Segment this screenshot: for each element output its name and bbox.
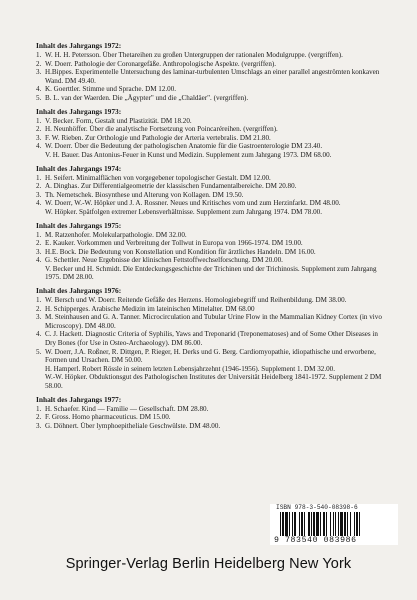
entry-number: 1. <box>36 296 42 305</box>
publication-entry <box>36 174 386 183</box>
entry-number: 4. <box>36 330 42 339</box>
section-heading: Inhalt des Jahrgangs 1975: <box>36 220 122 230</box>
entry-text: C. J. Hackett. Diagnostic Criteria of Syphilis, Yaws and Treponarid (Treponematoses) and of Some Other Diseases in Dry Bones (for Use in Osteo-Archaeology). DM 86.00. <box>45 330 378 348</box>
entry-number: 1. <box>36 173 42 182</box>
publication-entry <box>36 373 386 390</box>
entry-number: 1. <box>36 116 42 125</box>
volume-section <box>36 221 386 283</box>
entry-number: 2. <box>36 413 42 422</box>
entry-text: W.-W. Höpker. Obduktionsgut des Pathologischen Institutes der Universität Heidelberg 1841-1972. Supplement 2 DM 58.00. <box>45 373 382 390</box>
publication-entry <box>36 422 386 431</box>
entry-text: W. Doerr. Über die Bedeutung der pathologischen Anatomie für die Gastroenterologie DM 23.40. <box>45 142 323 151</box>
section-heading: Inhalt des Jahrgangs 1972: <box>36 41 122 50</box>
publication-entry <box>36 85 386 94</box>
entry-number: 3. <box>36 421 42 430</box>
entry-text: W. H. H. Petersson. Über Thetareihen zu großen Untergruppen der rationalen Modulgruppe. (vergriffen). <box>45 51 343 59</box>
publication-entry <box>36 68 386 85</box>
publication-entry <box>36 134 386 143</box>
publication-entry <box>36 365 386 374</box>
entry-number: 4. <box>36 199 42 208</box>
entry-text: H. Schipperges. Arabische Medizin im lateinischen Mittelalter. DM 68.00 <box>45 304 255 313</box>
entry-text: F. Gross. Homo pharmaceuticus. DM 15.00. <box>45 413 171 422</box>
publication-entry <box>36 191 386 200</box>
volume-section <box>36 286 386 391</box>
publication-entry <box>36 117 386 126</box>
entry-text: A. Dinghas. Zur Differentialgeometrie der klassischen Fundamentalbereiche. DM 20.80. <box>45 182 297 191</box>
entry-number: 3. <box>36 68 42 77</box>
publication-entry <box>36 296 386 305</box>
barcode-digits: 9 783540 083986 <box>274 536 357 545</box>
barcode-icon <box>280 512 388 536</box>
publication-entry <box>36 330 386 347</box>
entry-text: W. Doerr, J.A. Roßner, R. Dittgen, P. Rieger, H. Derks und G. Berg. Cardiomyopathie, idiopathische und erworbene, Formen und Ursachen. DM 50.00. <box>45 347 376 365</box>
publication-entry <box>36 94 386 103</box>
entry-text: V. Becker. Form, Gestalt und Plastizität. DM 18.20. <box>45 116 192 125</box>
catalog-content <box>36 41 386 434</box>
publication-entry <box>36 231 386 240</box>
entry-text: Th. Nemetschek. Biosynthese und Alterung von Kollagen. DM 19.50. <box>45 190 244 199</box>
publication-entry <box>36 256 386 265</box>
section-heading: Inhalt des Jahrgangs 1977: <box>36 394 122 404</box>
section-heading: Inhalt des Jahrgangs 1974: <box>36 163 122 173</box>
volume-section <box>36 107 386 160</box>
publication-entry <box>36 208 386 217</box>
publication-entry <box>36 125 386 134</box>
entry-text: W. Doerr. Pathologie der Coronargefäße. Anthropologische Aspekte. (vergriffen). <box>45 59 277 68</box>
publication-entry <box>36 142 386 151</box>
isbn-block <box>270 504 398 545</box>
publication-entry <box>36 265 386 282</box>
entry-number: 4. <box>36 256 42 265</box>
volume-section <box>36 164 386 217</box>
publisher-name: Springer-Verlag Berlin Heidelberg New York <box>65 556 352 572</box>
entry-text: M. Ratzenhofer. Molekularpathologie. DM 32.00. <box>45 230 187 239</box>
publication-entry <box>36 51 386 60</box>
entry-number: 3. <box>36 133 42 142</box>
publication-entry <box>36 248 386 257</box>
entry-number: 3. <box>36 190 42 199</box>
entry-text: B. L. van der Waerden. Die „Ägypter" und die „Chaldäer". (vergriffen). <box>45 93 249 102</box>
publication-entry <box>36 348 386 365</box>
entry-number: 2. <box>36 125 42 134</box>
entry-number: 2. <box>36 59 42 68</box>
section-heading: Inhalt des Jahrgangs 1973: <box>36 106 122 116</box>
entry-number: 4. <box>36 142 42 151</box>
publication-entry <box>36 60 386 69</box>
entry-text: H.Bippes. Experimentelle Untersuchung des laminar-turbulenten Umschlags an einer parallel angeströmten konkaven Wand. DM 49.40. <box>45 68 380 85</box>
entry-number: 2. <box>36 182 42 191</box>
publication-entry <box>36 305 386 314</box>
entry-text: H. Neunhöffer. Über die analytische Fortsetzung von Poincaréreihen. (vergriffen). <box>45 125 278 134</box>
entry-number: 2. <box>36 304 42 313</box>
publication-entry <box>36 151 386 160</box>
entry-number: 1. <box>36 230 42 239</box>
entry-text: W. Bersch und W. Doerr. Reitende Gefäße des Herzens. Homologiebegriff und Reihenbildung. DM 38.00. <box>45 296 347 305</box>
entry-text: V. H. Bauer. Das Antonius-Feuer in Kunst und Medizin. Supplement zum Jahrgang 1973. DM 68.00. <box>45 150 332 159</box>
entry-number: 5. <box>36 93 42 102</box>
entry-number: 4. <box>36 85 42 94</box>
publication-entry <box>36 182 386 191</box>
publication-entry <box>36 199 386 208</box>
entry-number: 1. <box>36 404 42 413</box>
entry-text: G. Döhnert. Über lymphoepitheliale Geschwülste. DM 48.00. <box>45 421 221 430</box>
entry-text: E. Kauker. Vorkommen und Verbreitung der Tollwut in Europa von 1966-1974. DM 19.00. <box>45 239 303 248</box>
volume-section <box>36 395 386 431</box>
volume-section <box>36 41 386 103</box>
entry-number: 1. <box>36 51 42 59</box>
entry-text: W. Höpker. Spätfolgen extremer Lebensverhältnisse. Supplement zum Jahrgang 1974. DM 78.00. <box>45 207 322 216</box>
entry-text: K. Goerttler. Stimme und Sprache. DM 12.00. <box>45 85 177 94</box>
isbn-label: ISBN 978-3-540-08398-6 <box>276 504 358 511</box>
entry-number: 5. <box>36 347 42 356</box>
entry-text: V. Becker und H. Schmidt. Die Entdeckungsgeschichte der Trichinen und der Trichinosis. Supplement zum Jahrgang 1975. DM 28.00. <box>45 264 377 282</box>
entry-text: W. Doerr, W.-W. Höpker und J. A. Rossner. Neues und Kritisches vom und zum Herzinfarkt. DM 48.00. <box>45 199 341 208</box>
entry-text: G. Schettler. Neue Ergebnisse der klinischen Fettstoffwechselforschung. DM 20.00. <box>45 256 283 265</box>
section-heading: Inhalt des Jahrgangs 1976: <box>36 286 122 296</box>
entry-text: M. Steinhausen and G. A. Tanner. Microcirculation and Tubular Urine Flow in the Mammalian Kidney Cortex (in vivo Microscopy). DM 48.00. <box>45 313 382 330</box>
publication-entry <box>36 239 386 248</box>
publication-entry <box>36 405 386 414</box>
entry-number: 3. <box>36 313 42 322</box>
entry-text: H. Seifert. Minimalflächen von vorgegebener topologischer Gestalt. DM 12.00. <box>45 173 271 182</box>
entry-text: H. Hamperl. Robert Rössle in seinem letzten Lebensjahrzehnt (1946-1956). Supplement 1. DM 32.00. <box>45 364 335 373</box>
entry-text: H.E. Bock. Die Bedeutung von Konstellation und Kondition für ärztliches Handeln. DM 16.00. <box>45 247 316 256</box>
entry-text: F. W. Rieben. Zur Orthologie und Pathologie der Arteria vertebralis. DM 21.80. <box>45 133 271 142</box>
entry-number: 3. <box>36 247 42 256</box>
publication-entry <box>36 313 386 330</box>
entry-text: H. Schaefer. Kind — Familie — Gesellschaft. DM 28.80. <box>45 404 209 413</box>
publication-entry <box>36 413 386 422</box>
entry-number: 2. <box>36 239 42 248</box>
